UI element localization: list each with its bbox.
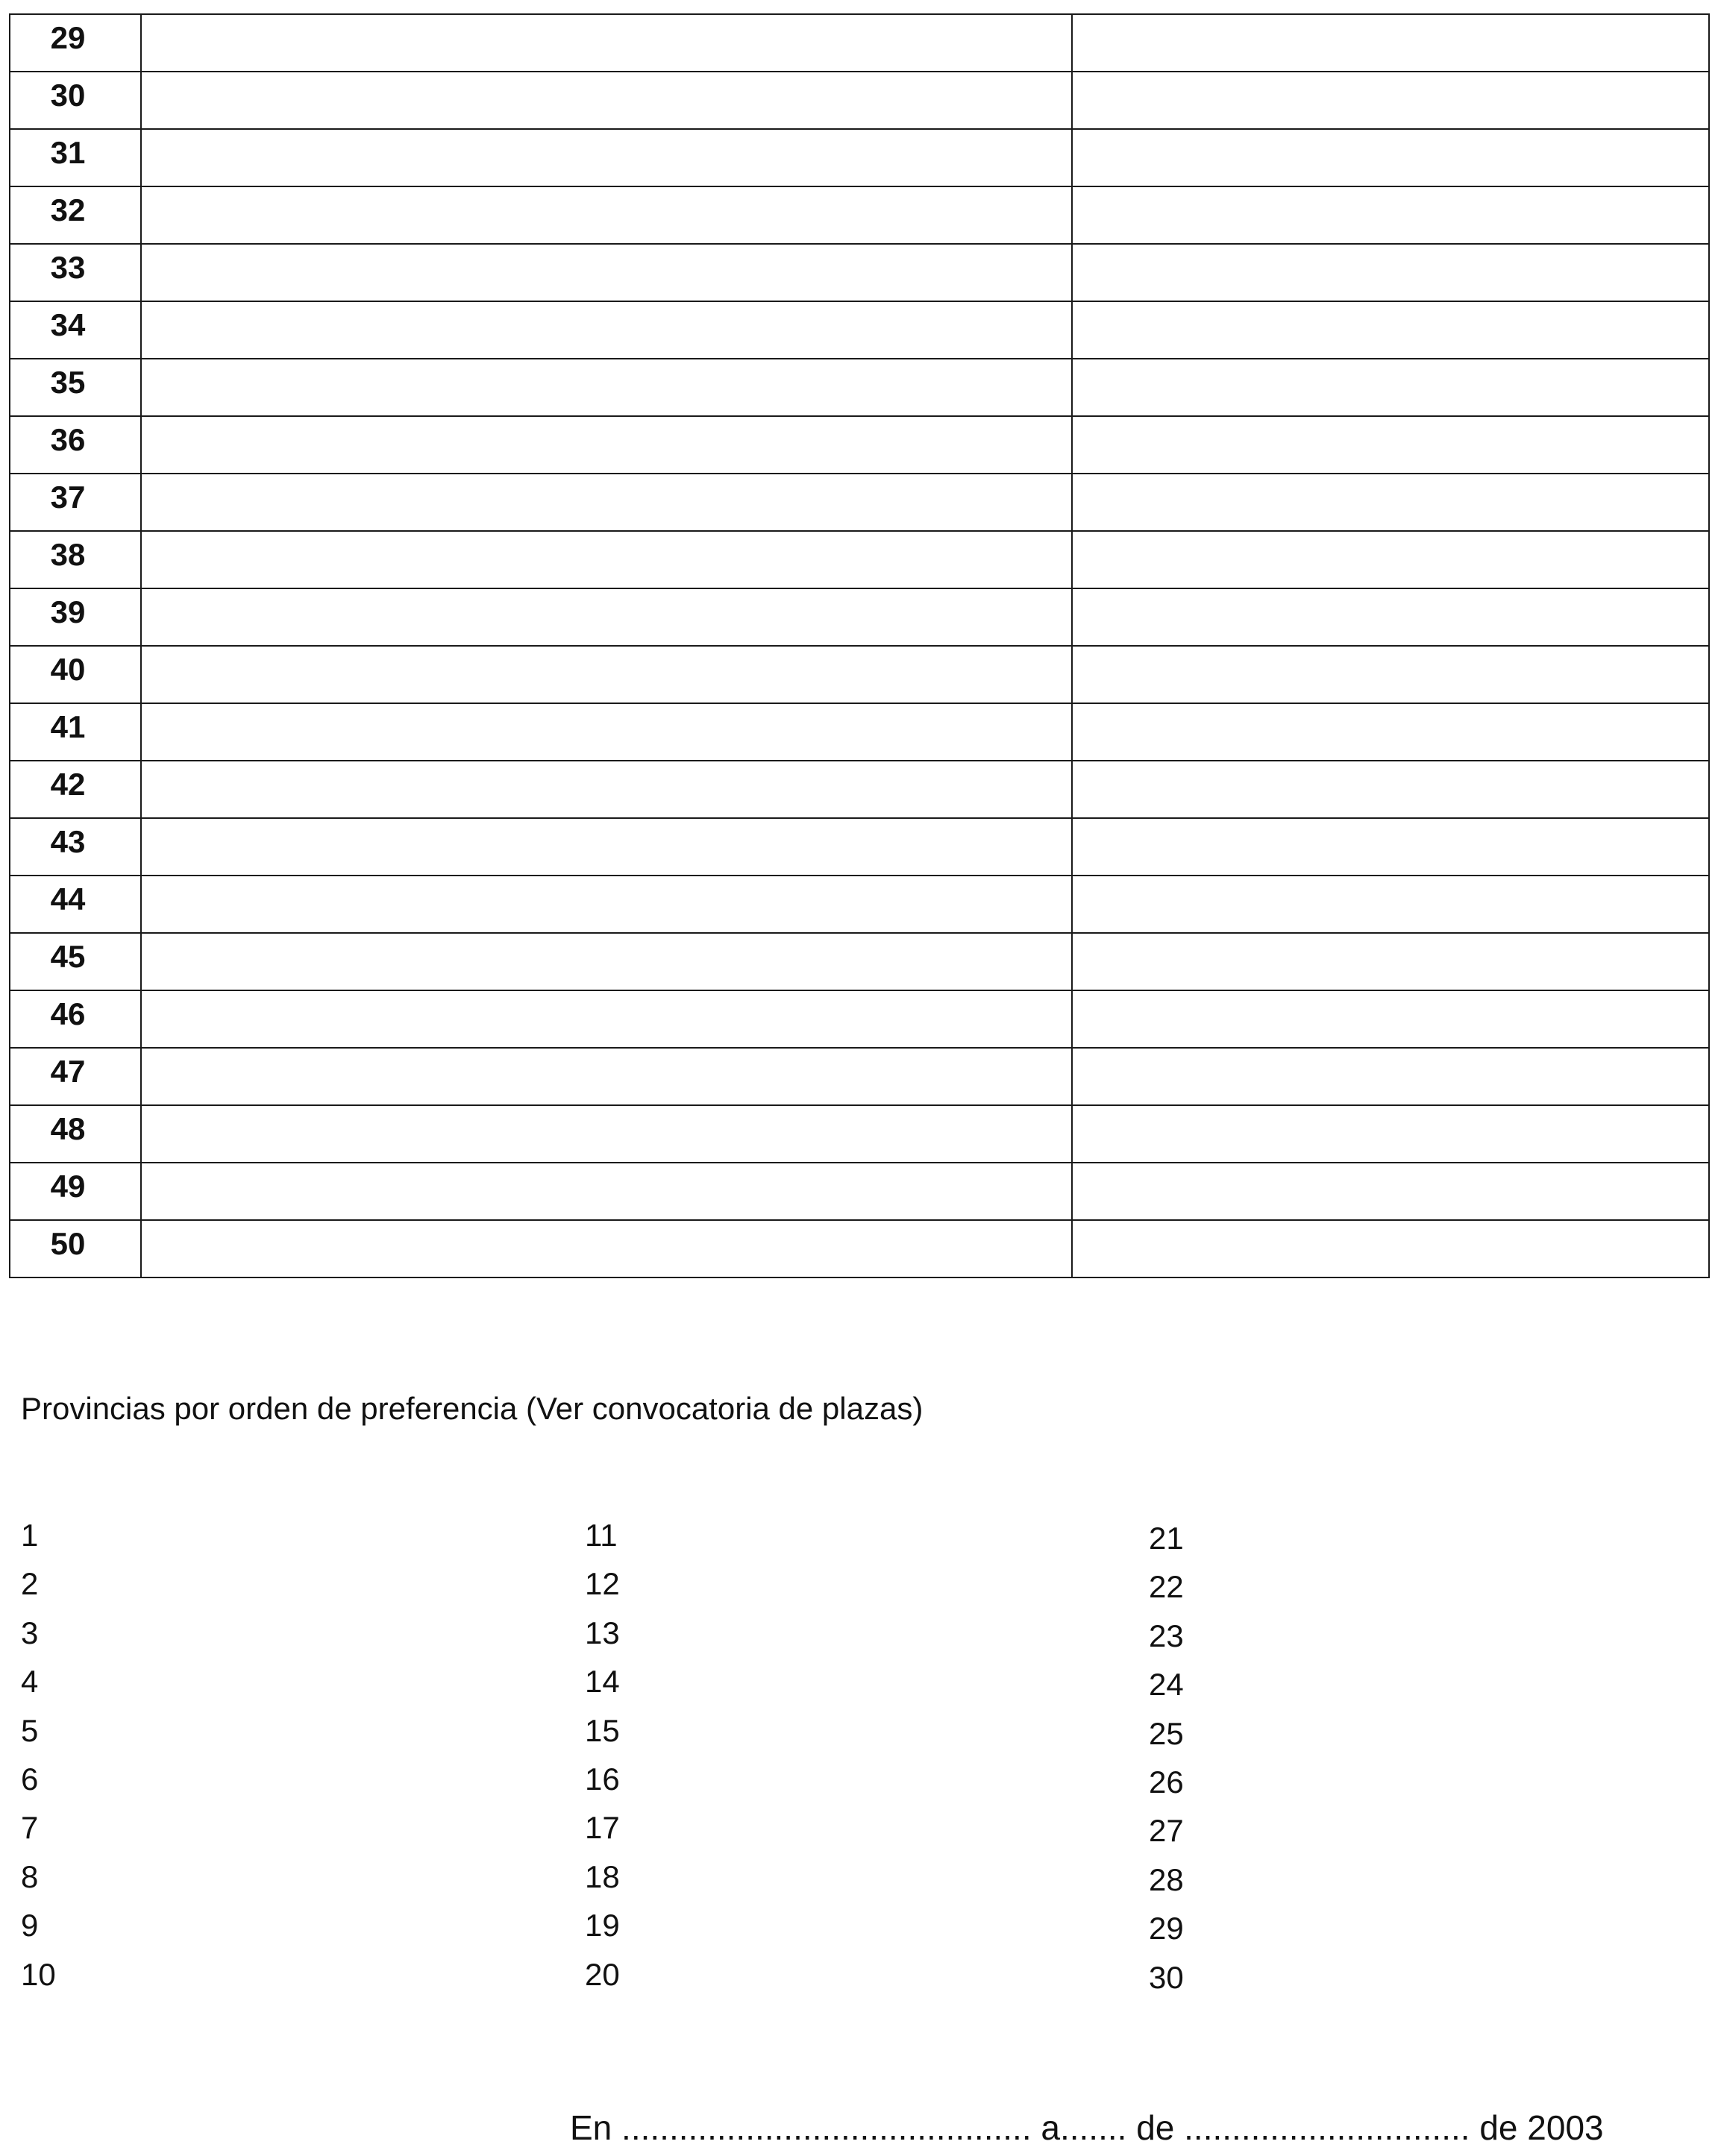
province-slot-number: 8: [21, 1858, 39, 1894]
province-slot-number: 21: [1149, 1521, 1184, 1556]
table-row: [10, 990, 1709, 1048]
table-row: [10, 646, 1709, 703]
row-number: 42: [10, 761, 141, 818]
province-slot-number: 30: [1149, 1959, 1184, 1995]
entry-code-cell[interactable]: [1072, 186, 1709, 244]
entry-code-cell[interactable]: [1072, 72, 1709, 129]
table-row: [10, 474, 1709, 531]
entry-code-cell[interactable]: [1072, 531, 1709, 588]
entry-cell[interactable]: [141, 301, 1072, 359]
entry-code-cell[interactable]: [1072, 646, 1709, 703]
province-slot-number: 5: [21, 1712, 39, 1748]
province-slot-number: 4: [21, 1664, 39, 1700]
province-slot-number: 26: [1149, 1764, 1184, 1800]
row-number: 48: [10, 1105, 141, 1163]
table-row: [10, 588, 1709, 646]
province-slot-number: 16: [585, 1761, 620, 1797]
signature-place-date-line: En ........................................... a....... de .............................. de 2003: [570, 2108, 1604, 2147]
province-slot-number: 11: [585, 1518, 618, 1553]
province-slot-number: 17: [585, 1810, 620, 1846]
entry-code-cell[interactable]: [1072, 1163, 1709, 1220]
table-row: [10, 14, 1709, 72]
provinces-column-2: [585, 1511, 620, 1999]
entry-code-cell[interactable]: [1072, 14, 1709, 72]
table-row: [10, 531, 1709, 588]
entry-cell[interactable]: [141, 703, 1072, 761]
province-slot-number: 1: [21, 1518, 39, 1553]
entry-code-cell[interactable]: [1072, 876, 1709, 933]
provinces-column-1: [21, 1511, 56, 1999]
table-row: [10, 818, 1709, 876]
row-number: 30: [10, 72, 141, 129]
entry-code-cell[interactable]: [1072, 933, 1709, 990]
table-row: [10, 876, 1709, 933]
entry-code-cell[interactable]: [1072, 818, 1709, 876]
entry-code-cell[interactable]: [1072, 244, 1709, 301]
province-slot-number: 20: [585, 1956, 620, 1992]
entry-cell[interactable]: [141, 531, 1072, 588]
row-number: 49: [10, 1163, 141, 1220]
row-number: 31: [10, 129, 141, 186]
entry-cell[interactable]: [141, 474, 1072, 531]
entry-code-cell[interactable]: [1072, 588, 1709, 646]
entry-cell[interactable]: [141, 761, 1072, 818]
entry-cell[interactable]: [141, 244, 1072, 301]
row-number: 39: [10, 588, 141, 646]
row-number: 37: [10, 474, 141, 531]
table-row: [10, 72, 1709, 129]
table-row: [10, 186, 1709, 244]
entry-cell[interactable]: [141, 14, 1072, 72]
entry-cell[interactable]: [141, 990, 1072, 1048]
entry-code-cell[interactable]: [1072, 1048, 1709, 1105]
row-number: 34: [10, 301, 141, 359]
table-row: [10, 416, 1709, 474]
province-slot-number: 24: [1149, 1667, 1184, 1703]
provinces-column-3: [1149, 1514, 1184, 2002]
row-number: 38: [10, 531, 141, 588]
province-slot-number: 28: [1149, 1861, 1184, 1897]
entry-cell[interactable]: [141, 818, 1072, 876]
province-slot-number: 22: [1149, 1569, 1184, 1605]
table-row: [10, 703, 1709, 761]
entry-cell[interactable]: [141, 129, 1072, 186]
row-number: 50: [10, 1220, 141, 1277]
entry-code-cell[interactable]: [1072, 301, 1709, 359]
row-number: 29: [10, 14, 141, 72]
entry-cell[interactable]: [141, 416, 1072, 474]
province-slot-number: 19: [585, 1908, 620, 1943]
entry-code-cell[interactable]: [1072, 416, 1709, 474]
entry-code-cell[interactable]: [1072, 129, 1709, 186]
row-number: 46: [10, 990, 141, 1048]
entry-code-cell[interactable]: [1072, 703, 1709, 761]
entry-code-cell[interactable]: [1072, 990, 1709, 1048]
province-slot-number: 13: [585, 1615, 620, 1650]
entry-cell[interactable]: [141, 359, 1072, 416]
row-number: 33: [10, 244, 141, 301]
table-row: [10, 1048, 1709, 1105]
row-number: 41: [10, 703, 141, 761]
row-number: 32: [10, 186, 141, 244]
table-row: [10, 1105, 1709, 1163]
entry-cell[interactable]: [141, 876, 1072, 933]
entry-cell[interactable]: [141, 646, 1072, 703]
province-slot-number: 7: [21, 1810, 39, 1846]
entry-code-cell[interactable]: [1072, 1105, 1709, 1163]
province-slot-number: 9: [21, 1908, 39, 1943]
row-number: 47: [10, 1048, 141, 1105]
row-number: 35: [10, 359, 141, 416]
entry-cell[interactable]: [141, 1105, 1072, 1163]
entry-cell[interactable]: [141, 186, 1072, 244]
province-slot-number: 29: [1149, 1911, 1184, 1946]
province-slot-number: 12: [585, 1566, 620, 1602]
entry-cell[interactable]: [141, 588, 1072, 646]
entry-code-cell[interactable]: [1072, 359, 1709, 416]
row-number: 45: [10, 933, 141, 990]
table-row: [10, 301, 1709, 359]
province-slot-number: 2: [21, 1566, 39, 1602]
province-slot-number: 3: [21, 1615, 39, 1650]
row-number: 36: [10, 416, 141, 474]
table-row: [10, 129, 1709, 186]
province-slot-number: 15: [585, 1712, 620, 1748]
province-slot-number: 23: [1149, 1618, 1184, 1653]
entry-cell[interactable]: [141, 1163, 1072, 1220]
row-number: 40: [10, 646, 141, 703]
province-slot-number: 10: [21, 1956, 56, 1992]
entry-code-cell[interactable]: [1072, 474, 1709, 531]
row-number: 44: [10, 876, 141, 933]
entry-cell[interactable]: [141, 72, 1072, 129]
preference-table-body: [10, 14, 1709, 1277]
entry-cell[interactable]: [141, 1048, 1072, 1105]
entry-cell[interactable]: [141, 1220, 1072, 1277]
province-slot-number: 14: [585, 1664, 620, 1700]
entry-code-cell[interactable]: [1072, 761, 1709, 818]
row-number: 43: [10, 818, 141, 876]
province-slot-number: 25: [1149, 1715, 1184, 1751]
entry-cell[interactable]: [141, 933, 1072, 990]
province-slot-number: 27: [1149, 1813, 1184, 1849]
province-slot-number: 18: [585, 1858, 620, 1894]
table-row: [10, 1163, 1709, 1220]
table-row: [10, 1220, 1709, 1277]
table-row: [10, 933, 1709, 990]
province-slot-number: 6: [21, 1761, 39, 1797]
table-row: [10, 244, 1709, 301]
table-row: [10, 359, 1709, 416]
entry-code-cell[interactable]: [1072, 1220, 1709, 1277]
preference-table: [9, 13, 1710, 1278]
provinces-caption: Provincias por orden de preferencia (Ver convocatoria de plazas): [21, 1391, 924, 1426]
table-row: [10, 761, 1709, 818]
